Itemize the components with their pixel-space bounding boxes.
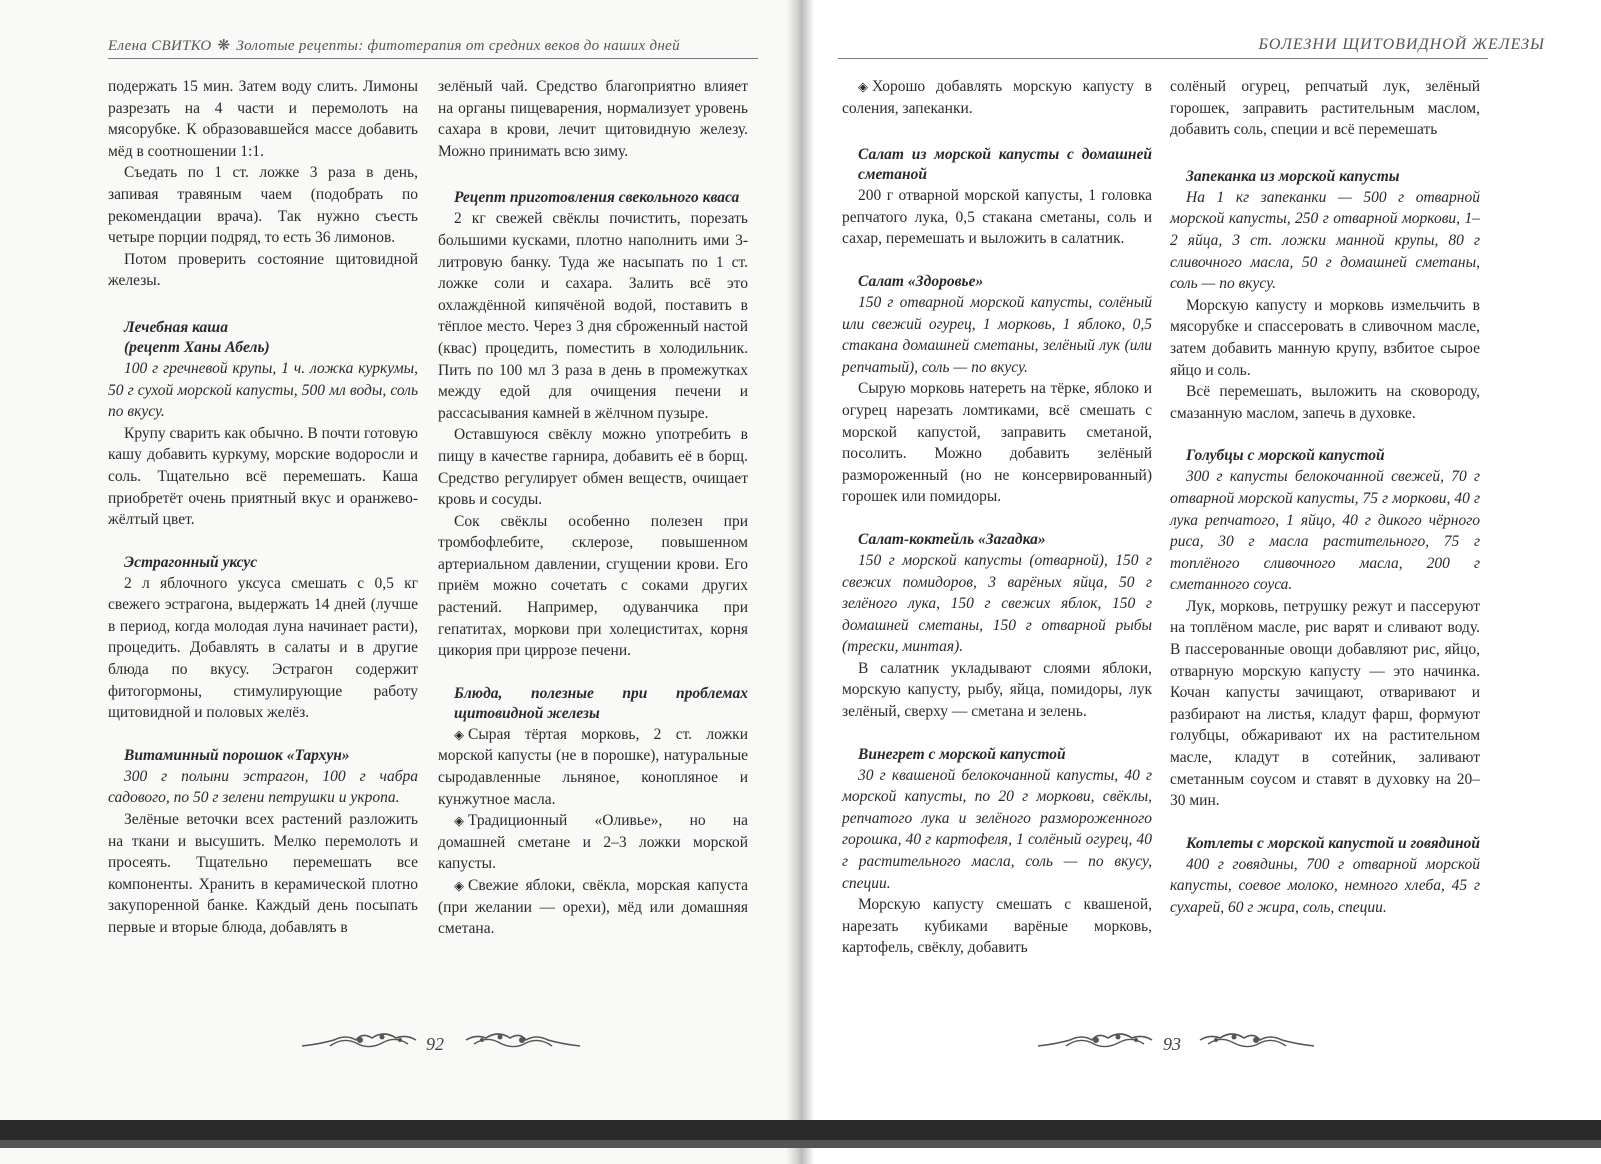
- ingredients: 30 г квашеной белокочанной капусты, 40 г морской капусты, по 20 г моркови, свёклы, репчатого лука и зелёного размороженного горошка, 40 г картофеля, 1 солёный огурец, 40 г растительного масла, соль — по вкусу, специи.: [842, 766, 1152, 892]
- recipe-title: Витаминный порошок «Тархун»: [124, 746, 350, 764]
- paragraph: подержать 15 мин. Затем воду слить. Лимоны разрезать на 4 части и перемолоть на мясорубке. К образовавшейся массе добавить мёд в соотношении 1:1.: [108, 78, 418, 160]
- recipe-title: Рецепт приготовления свекольного кваса: [454, 189, 740, 207]
- footer-ornament-left-icon: [1036, 1028, 1156, 1054]
- recipe-title: Котлеты с морской капустой и говядиной: [1186, 834, 1480, 852]
- column-3: [842, 76, 1152, 959]
- paragraph: зелёный чай. Средство благоприятно влияет на органы пищеварения, нормализует уровень сахара в крови, лечит щитовидную железу. Можно принимать всю зиму.: [438, 78, 748, 160]
- paragraph: Потом проверить состояние щитовидной железы.: [108, 250, 418, 290]
- ingredients: 400 г говядины, 700 г отварной морской капусты, соевое молоко, немного хлеба, 45 г сухарей, 60 г жира, соль, специи.: [1170, 855, 1480, 916]
- paragraph: 2 кг свежей свёклы почистить, порезать большими кусками, плотно наполнить ими 3-литровую банку. Туда же насыпать по 1 ст. ложке соли и сахара. Залить всё это охлаждённой кипячёной водой, поставить в тёплое место. Через 3 дня сброженный настой (квас) процедить, поместить в холодильник. Пить по 100 мл 3 раза в день в промежутках между едой для очищения печени и рассасывания камней в жёлчном пузыре.: [438, 210, 748, 422]
- ingredients: 300 г полыни эстрагон, 100 г чабра садового, по 50 г зелени петрушки и укропа.: [108, 767, 418, 807]
- right-running-head: БОЛЕЗНИ ЩИТОВИДНОЙ ЖЕЛЕЗЫ: [1258, 36, 1545, 53]
- author-name: Елена СВИТКО: [108, 38, 212, 54]
- ingredients: 150 г отварной морской капусты, солёный или свежий огурец, 1 морковь, 1 яблоко, 0,5 стакана домашней сметаны, зелёный лук (или репчатый), соль — по вкусу.: [842, 293, 1152, 376]
- column-4: [1170, 76, 1480, 919]
- paragraph: солёный огурец, репчатый лук, зелёный горошек, заправить растительным маслом, добавить соль, специи и всё перемешать: [1170, 78, 1480, 139]
- recipe-title: Запеканка из морской капусты: [1186, 167, 1400, 185]
- paragraph: Сырую морковь натереть на тёрке, яблоко и огурец нарезать ломтиками, всё смешать с морской капустой, заправить сметаной, посолить. Можно добавить зелёный размороженный (но не консервированный) горошек или помидоры.: [842, 380, 1152, 506]
- scan-bottom-edge: [0, 1120, 1601, 1146]
- footer-ornament-right-icon: [1196, 1028, 1316, 1054]
- paragraph: Крупу сварить как обычно. В почти готовую кашу добавить куркуму, морские водоросли и соль. Тщательно всё перемешать. Каша приобретёт очень приятный вкус и оранжево-жёлтый цвет.: [108, 424, 418, 529]
- ingredients: 150 г морской капусты (отварной), 150 г свежих помидоров, 3 варёных яйца, 50 г зелёного лука, 150 г свежих яблок, 150 г домашней сметаны, 150 г отварной рыбы (трески, минтая).: [842, 551, 1152, 656]
- star-ornament-icon: ❋: [217, 38, 231, 54]
- ingredients: 100 г гречневой крупы, 1 ч. ложка куркумы, 50 г сухой морской капусты, 500 мл воды, соль по вкусу.: [108, 359, 418, 421]
- paragraph: Морскую капусту и морковь измельчить в мясорубке и спассеровать в сливочном масле, затем добавить манную крупу, взбитое сырое яйцо и соль.: [1170, 296, 1480, 379]
- bullet-item: ◈ Хорошо добавлять морскую капусту в соления, запеканки.: [842, 76, 1152, 119]
- recipe-title: Блюда, полезные при проблемах щитовидной железы: [454, 684, 748, 722]
- paragraph: Лук, морковь, петрушку режут и пассеруют на топлёном масле, рис варят и сливают воду. В пассерованные овощи добавляют рис, яйцо, отварную морскую капусту — это начинка. Кочан капусты зачищают, отваривают и разбирают на листья, кладут фарш, формуют голубцы, обжаривают их на растительном масле, кладут в сотейник, заливают сметанным соусом и ставят в духовку на 20–30 мин.: [1170, 597, 1480, 810]
- recipe-title: Винегрет с морской капустой: [858, 745, 1066, 763]
- book-gutter: [786, 0, 814, 1164]
- recipe-title-line: Лечебная каша: [124, 318, 228, 336]
- recipe-title: Салат-коктейль «Загадка»: [858, 530, 1046, 548]
- bullet-item: ◈ Традиционный «Оливье», но на домашней сметане и 2–3 ложки морской капусты.: [438, 810, 748, 875]
- header-rule: [838, 58, 1488, 59]
- page-number: 92: [426, 1034, 444, 1054]
- paragraph: Сок свёклы особенно полезен при тромбофлебите, склерозе, повышенном артериальном давлении, сгущении крови. Его приём можно сочетать с соками других растений. Например, одуванчика при гепатитах, моркови при холециститах, корня цикория при циррозе печени.: [438, 512, 748, 660]
- paragraph: 200 г отварной морской капусты, 1 головка репчатого лука, 0,5 стакана сметаны, соль и сахар, перемешать и выложить в салатник.: [842, 187, 1152, 248]
- paragraph: Морскую капусту смешать с квашеной, нарезать кубиками варёные морковь, картофель, свёклу, добавить: [842, 896, 1152, 957]
- recipe-title: Эстрагонный уксус: [124, 553, 258, 571]
- paragraph: Оставшуюся свёклу можно употребить в пищу в качестве гарнира, добавить её в борщ. Средство регулирует обмен веществ, очищает кровь и сосуды.: [438, 426, 748, 509]
- bullet-item: ◈ Свежие яблоки, свёкла, морская капуста (при желании — орехи), мёд или домашняя сметана.: [438, 875, 748, 940]
- recipe-title: Голубцы с морской капустой: [1186, 447, 1385, 465]
- recipe-title: Салат «Здоровье»: [858, 272, 984, 290]
- bullet-item: ◈ Сырая тёртая морковь, 2 ст. ложки морской капусты (не в порошке), натуральные сыродавленные льняное, конопляное и кунжутное масла.: [438, 724, 748, 810]
- paragraph: В салатник укладывают слоями яблоки, морскую капусту, рыбу, яйца, помидоры, лук зелёный, сверху — сметана и зелень.: [842, 659, 1152, 721]
- page-number: 93: [1163, 1034, 1181, 1054]
- book-title: Золотые рецепты: фитотерапия от средних веков до наших дней: [236, 38, 680, 54]
- paragraph: Съедать по 1 ст. ложке 3 раза в день, запивая травяным чаем (подобрать по рекомендации врача). Так нужно съесть четыре порции подряд, то есть 36 лимонов.: [108, 164, 418, 247]
- ingredients: 300 г капусты белокочанной свежей, 70 г отварной морской капусты, 75 г моркови, 40 г лука репчатого, 1 яйцо, 40 г дикого чёрного риса, 30 г масла растительного, 75 г топлёного сливочного масла, 200 г сметанного соуса.: [1170, 468, 1480, 594]
- ingredients: На 1 кг запеканки — 500 г отварной морской капусты, 250 г отварной моркови, 1–2 яйца, 3 ст. ложки манной крупы, 80 г сливочного масла, 50 г домашней сметаны, соль — по вкусу.: [1170, 188, 1480, 293]
- recipe-title-line: (рецепт Ханы Абель): [124, 338, 270, 356]
- paragraph: Всё перемешать, выложить на сковороду, смазанную маслом, запечь в духовке.: [1170, 383, 1480, 422]
- recipe-title: Салат из морской капусты с домашней сметаной: [858, 146, 1152, 184]
- paragraph: Зелёные веточки всех растений разложить на ткани и высушить. Мелко перемолоть и просеять. Тщательно перемешать все компоненты. Хранить в керамической плотно закупоренной банке. Каждый день посыпать первые и вторые блюда, добавлять в: [108, 811, 418, 936]
- paragraph: 2 л яблочного уксуса смешать с 0,5 кг свежего эстрагона, выдержать 14 дней (лучше в период, когда молодая луна начинает расти), процедить. Добавлять в салаты и в другие блюда по вкусу. Эстрагон содержит фитогормоны, стимулирующие работу щитовидной и половых желёз.: [108, 574, 418, 722]
